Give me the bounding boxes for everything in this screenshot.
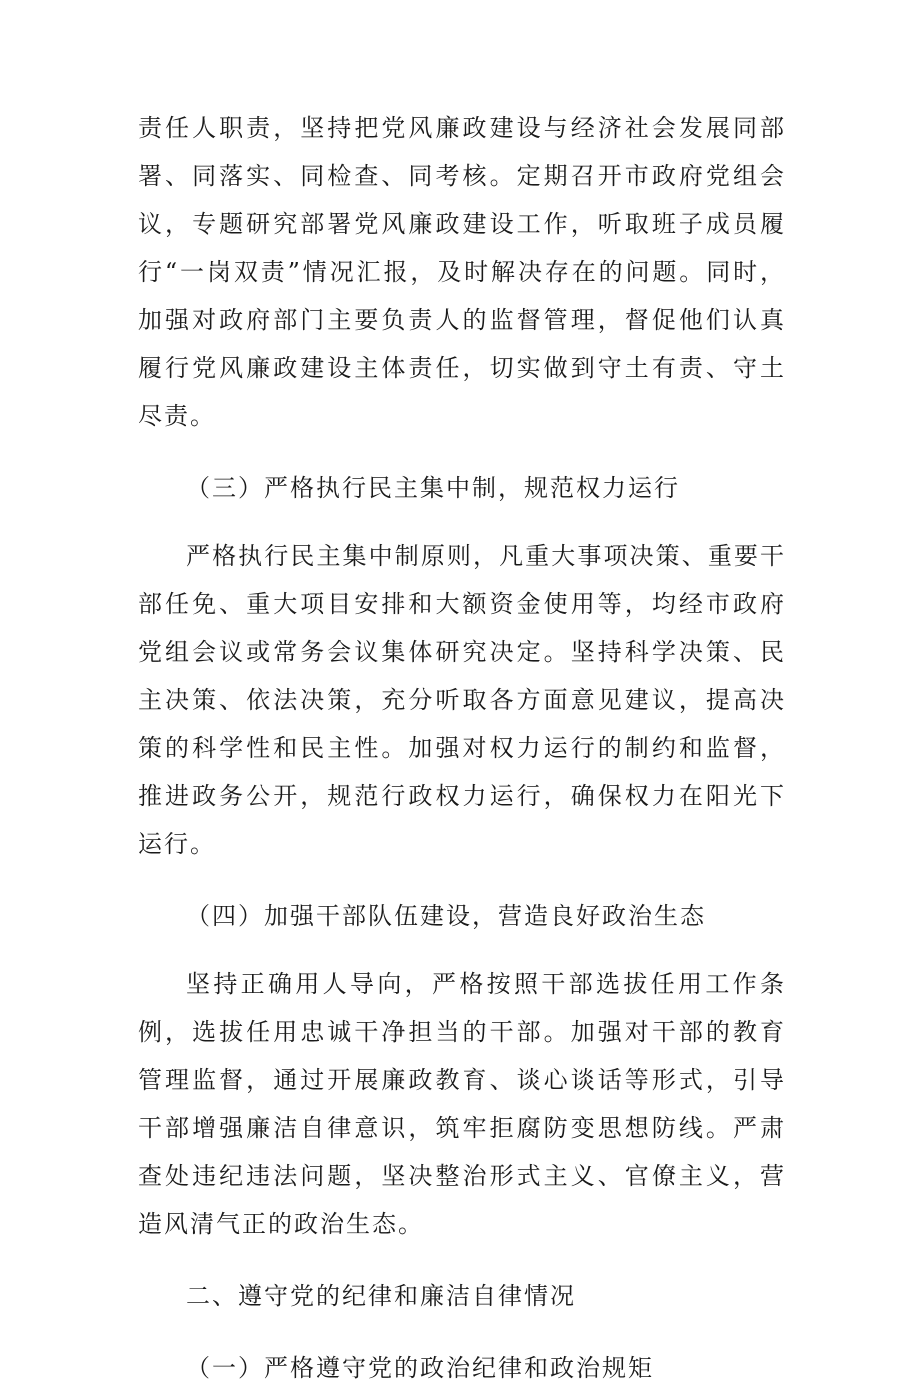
body-paragraph-1: 责任人职责，坚持把党风廉政建设与经济社会发展同部署、同落实、同检查、同考核。定期召开市政府党组会议，专题研究部署党风廉政建设工作，听取班子成员履行“一岗双责”情况汇报，及时解决存在的问题。同时，加强对政府部门主要负责人的监督管理，督促他们认真履行党风廉政建设主体责任，切实做到守土有责、守土尽责。 <box>138 114 786 430</box>
section-heading-two: 二、遵守党的纪律和廉洁自律情况 <box>186 1282 576 1310</box>
subheading-four: （四）加强干部队伍建设，营造良好政治生态 <box>186 902 706 930</box>
document-page <box>138 104 786 1392</box>
body-paragraph-2: 严格执行民主集中制原则，凡重大事项决策、重要干部任免、重大项目安排和大额资金使用等，均经市政府党组会议或常务会议集体研究决定。坚持科学决策、民主决策、依法决策，充分听取各方面意见建议，提高决策的科学性和民主性。加强对权力运行的制约和监督，推进政务公开，规范行政权力运行，确保权力在阳光下运行。 <box>138 542 786 858</box>
subheading-one: （一）严格遵守党的政治纪律和政治规矩 <box>186 1354 654 1382</box>
subheading-three: （三）严格执行民主集中制，规范权力运行 <box>186 474 680 502</box>
body-paragraph-3: 坚持正确用人导向，严格按照干部选拔任用工作条例，选拔任用忠诚干净担当的干部。加强对干部的教育管理监督，通过开展廉政教育、谈心谈话等形式，引导干部增强廉洁自律意识，筑牢拒腐防变思想防线。严肃查处违纪违法问题，坚决整治形式主义、官僚主义，营造风清气正的政治生态。 <box>138 970 786 1238</box>
